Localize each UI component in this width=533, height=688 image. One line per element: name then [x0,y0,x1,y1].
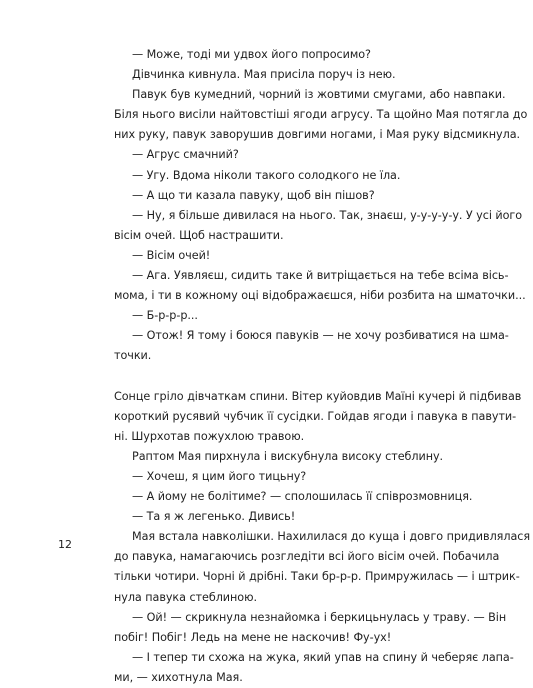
text-line: — А йому не болітиме? — сполошилась її співрозмовниця. [132,490,473,504]
text-line: — Отож! Я тому і боюся павуків — не хочу розбиватися на шма- [132,329,509,343]
text-line: вісім очей. Щоб настрашити. [114,228,284,242]
text-line: мома, і ти в кожному оці відображаєшся, ніби розбита на шматочки... [114,289,526,303]
text-line: — А що ти казала павуку, щоб він пішов? [132,188,375,202]
text-line: ми, — хихотнула Мая. [114,670,243,684]
text-line: Мая встала навколішки. Нахилилася до куща і довго придивлялася [132,530,531,544]
text-line: — І тепер ти схожа на жука, який упав на спину й чеберяє лапа- [132,650,514,664]
text-line: — Угу. Вдома ніколи такого солодкого не їла. [132,168,401,182]
text-line: тільки чотири. Чорні й дрібні. Таки бр-р-р. Примружилась — і штрик- [114,570,520,584]
text-line: — Хочеш, я цим його тицьну? [132,469,307,483]
text-line: — Та я ж легенько. Дивись! [132,510,296,524]
text-line: — Ага. Уявляєш, сидить таке й витріщається на тебе всіма вісь- [132,269,509,283]
text-line: нула павука стеблиною. [114,590,257,604]
text-line: — Б-р-р-р... [132,309,198,323]
text-line: точки. [114,349,152,363]
text-line: Дівчинка кивнула. Мая присіла поруч із нею. [132,68,396,82]
text-line: — Може, тоді ми удвох його попросимо? [132,48,371,61]
text-line: до павука, намагаючись розгледіти всі його вісім очей. Побачила [114,550,500,564]
text-line: Раптом Мая пирхнула і вискубнула високу стеблину. [132,449,444,463]
page-number: 12 [58,538,72,551]
text-line: них руку, павук заворушив довгими ногами, і Мая руку відсмикнула. [114,128,521,142]
text-line: Павук був кумедний, чорний із жовтими смугами, або навпаки. [132,88,506,102]
text-line: — Ой! — скрикнула незнайомка і беркицьнулась у траву. — Він [132,610,507,624]
text-line: — Агрус смачний? [132,148,239,162]
text-line: — Вісім очей! [132,248,211,262]
text-line: Біля нього висіли найтовстіші ягоди агрусу. Та щойно Мая потягла до [114,108,528,122]
text-line: — Ну, я більше дивилася на нього. Так, знаєш, у-у-у-у-у. У усі його [132,208,523,222]
body-text [114,45,531,688]
text-line: короткий русявий чубчик її сусідки. Гойдав ягоди і павука в павути- [114,409,517,423]
text-line: побіг! Побіг! Ледь на мене не наскочив! Фу-ух! [114,630,392,644]
paragraph-break [114,367,470,387]
text-line: ні. Шурхотав пожухлою травою. [114,429,305,443]
text-line: Сонце гріло дівчаткам спини. Вітер куйовдив Маїні кучері й підбивав [114,389,522,403]
